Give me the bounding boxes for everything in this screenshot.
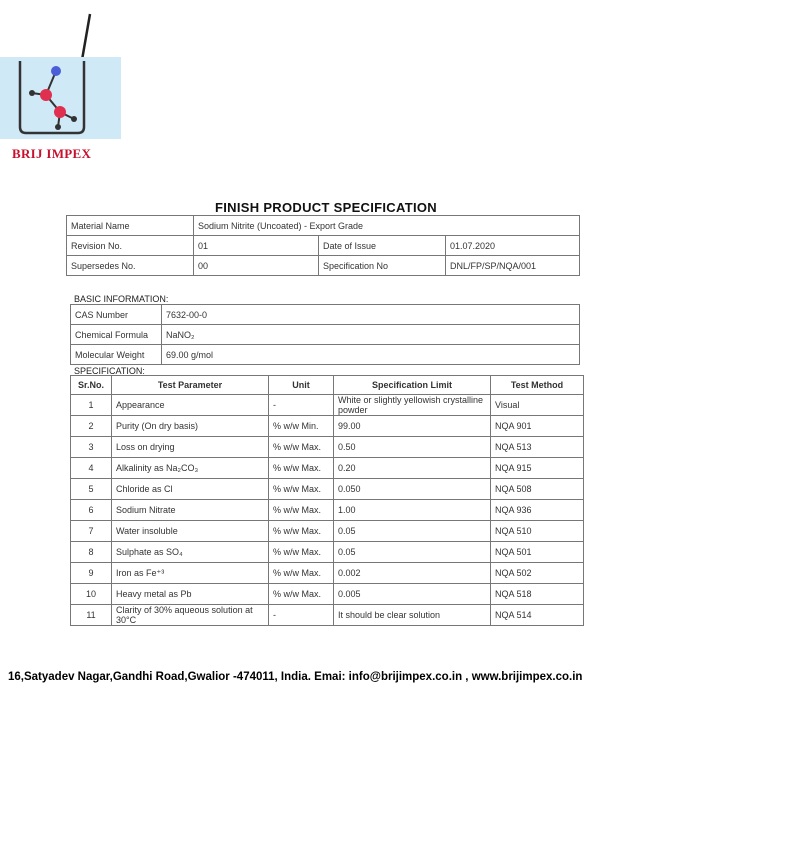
unit-cell: % w/w Max.	[269, 584, 334, 605]
formula-value: NaNO₂	[162, 325, 580, 345]
col-header-parameter: Test Parameter	[112, 376, 269, 395]
table-row	[67, 216, 580, 236]
srno-cell: 8	[71, 542, 112, 563]
formula-label: Chemical Formula	[71, 325, 162, 345]
col-header-limit: Specification Limit	[334, 376, 491, 395]
company-name: BRIJ IMPEX	[12, 146, 92, 161]
beaker-molecule-icon	[0, 57, 121, 139]
specification-no-label: Specification No	[319, 256, 446, 276]
parameter-cell: Sulphate as SO₄	[112, 542, 269, 563]
unit-cell: % w/w Max.	[269, 479, 334, 500]
method-cell: NQA 508	[491, 479, 584, 500]
parameter-cell: Heavy metal as Pb	[112, 584, 269, 605]
parameter-cell: Appearance	[112, 395, 269, 416]
limit-cell: It should be clear solution	[334, 605, 491, 626]
unit-cell: % w/w Max.	[269, 500, 334, 521]
method-cell: NQA 518	[491, 584, 584, 605]
srno-cell: 10	[71, 584, 112, 605]
col-header-method: Test Method	[491, 376, 584, 395]
table-row	[71, 605, 584, 626]
limit-cell: 1.00	[334, 500, 491, 521]
cas-label: CAS Number	[71, 305, 162, 325]
specification-table	[70, 375, 584, 626]
table-header-row	[71, 376, 584, 395]
col-header-srno: Sr.No.	[71, 376, 112, 395]
material-name-value: Sodium Nitrite (Uncoated) - Export Grade	[194, 216, 580, 236]
srno-cell: 4	[71, 458, 112, 479]
cas-value: 7632-00-0	[162, 305, 580, 325]
unit-cell: % w/w Max.	[269, 542, 334, 563]
molecular-weight-value: 69.00 g/mol	[162, 345, 580, 365]
table-row	[67, 256, 580, 276]
method-cell: NQA 510	[491, 521, 584, 542]
parameter-cell: Loss on drying	[112, 437, 269, 458]
limit-cell: 0.050	[334, 479, 491, 500]
table-row	[71, 563, 584, 584]
unit-cell: -	[269, 605, 334, 626]
limit-cell: 0.005	[334, 584, 491, 605]
date-of-issue-label: Date of Issue	[319, 236, 446, 256]
table-row	[67, 236, 580, 256]
revision-label: Revision No.	[67, 236, 194, 256]
parameter-cell: Alkalinity as Na₂CO₃	[112, 458, 269, 479]
srno-cell: 9	[71, 563, 112, 584]
limit-cell: White or slightly yellowish crystalline powder	[334, 395, 491, 416]
srno-cell: 5	[71, 479, 112, 500]
method-cell: NQA 513	[491, 437, 584, 458]
date-of-issue-value: 01.07.2020	[446, 236, 580, 256]
srno-cell: 11	[71, 605, 112, 626]
parameter-cell: Sodium Nitrate	[112, 500, 269, 521]
basic-info-table	[70, 304, 580, 365]
table-row	[71, 305, 580, 325]
parameter-cell: Chloride as Cl	[112, 479, 269, 500]
material-name-label: Material Name	[67, 216, 194, 236]
specification-heading: SPECIFICATION:	[74, 366, 145, 376]
table-row	[71, 395, 584, 416]
limit-cell: 0.05	[334, 521, 491, 542]
limit-cell: 0.50	[334, 437, 491, 458]
method-cell: NQA 936	[491, 500, 584, 521]
limit-cell: 99.00	[334, 416, 491, 437]
supersedes-value: 00	[194, 256, 319, 276]
header-table	[66, 215, 580, 276]
parameter-cell: Purity (On dry basis)	[112, 416, 269, 437]
table-row	[71, 437, 584, 458]
table-row	[71, 345, 580, 365]
srno-cell: 1	[71, 395, 112, 416]
table-row	[71, 416, 584, 437]
specification-sheet	[66, 200, 586, 652]
supersedes-label: Supersedes No.	[67, 256, 194, 276]
table-row	[71, 542, 584, 563]
unit-cell: -	[269, 395, 334, 416]
parameter-cell: Water insoluble	[112, 521, 269, 542]
method-cell: NQA 514	[491, 605, 584, 626]
molecular-weight-label: Molecular Weight	[71, 345, 162, 365]
srno-cell: 3	[71, 437, 112, 458]
basic-info-heading: BASIC INFORMATION:	[74, 294, 169, 304]
method-cell: NQA 502	[491, 563, 584, 584]
unit-cell: % w/w Max.	[269, 521, 334, 542]
revision-value: 01	[194, 236, 319, 256]
limit-cell: 0.20	[334, 458, 491, 479]
table-row	[71, 500, 584, 521]
table-row	[71, 584, 584, 605]
specification-no-value: DNL/FP/SP/NQA/001	[446, 256, 580, 276]
unit-cell: % w/w Min.	[269, 416, 334, 437]
method-cell: NQA 915	[491, 458, 584, 479]
company-logo	[0, 57, 121, 139]
parameter-cell: Iron as Fe⁺³	[112, 563, 269, 584]
srno-cell: 7	[71, 521, 112, 542]
unit-cell: % w/w Max.	[269, 563, 334, 584]
method-cell: NQA 901	[491, 416, 584, 437]
table-row	[71, 521, 584, 542]
col-header-unit: Unit	[269, 376, 334, 395]
srno-cell: 6	[71, 500, 112, 521]
footer-address: 16,Satyadev Nagar,Gandhi Road,Gwalior -474011, India. Emai: info@brijimpex.co.in , www.brijimpex.co.in	[8, 671, 583, 683]
srno-cell: 2	[71, 416, 112, 437]
method-cell: NQA 501	[491, 542, 584, 563]
unit-cell: % w/w Max.	[269, 437, 334, 458]
limit-cell: 0.05	[334, 542, 491, 563]
table-row	[71, 458, 584, 479]
unit-cell: % w/w Max.	[269, 458, 334, 479]
table-row	[71, 479, 584, 500]
method-cell: Visual	[491, 395, 584, 416]
document-title: FINISH PRODUCT SPECIFICATION	[215, 200, 437, 215]
limit-cell: 0.002	[334, 563, 491, 584]
table-row	[71, 325, 580, 345]
parameter-cell: Clarity of 30% aqueous solution at 30°C	[112, 605, 269, 626]
